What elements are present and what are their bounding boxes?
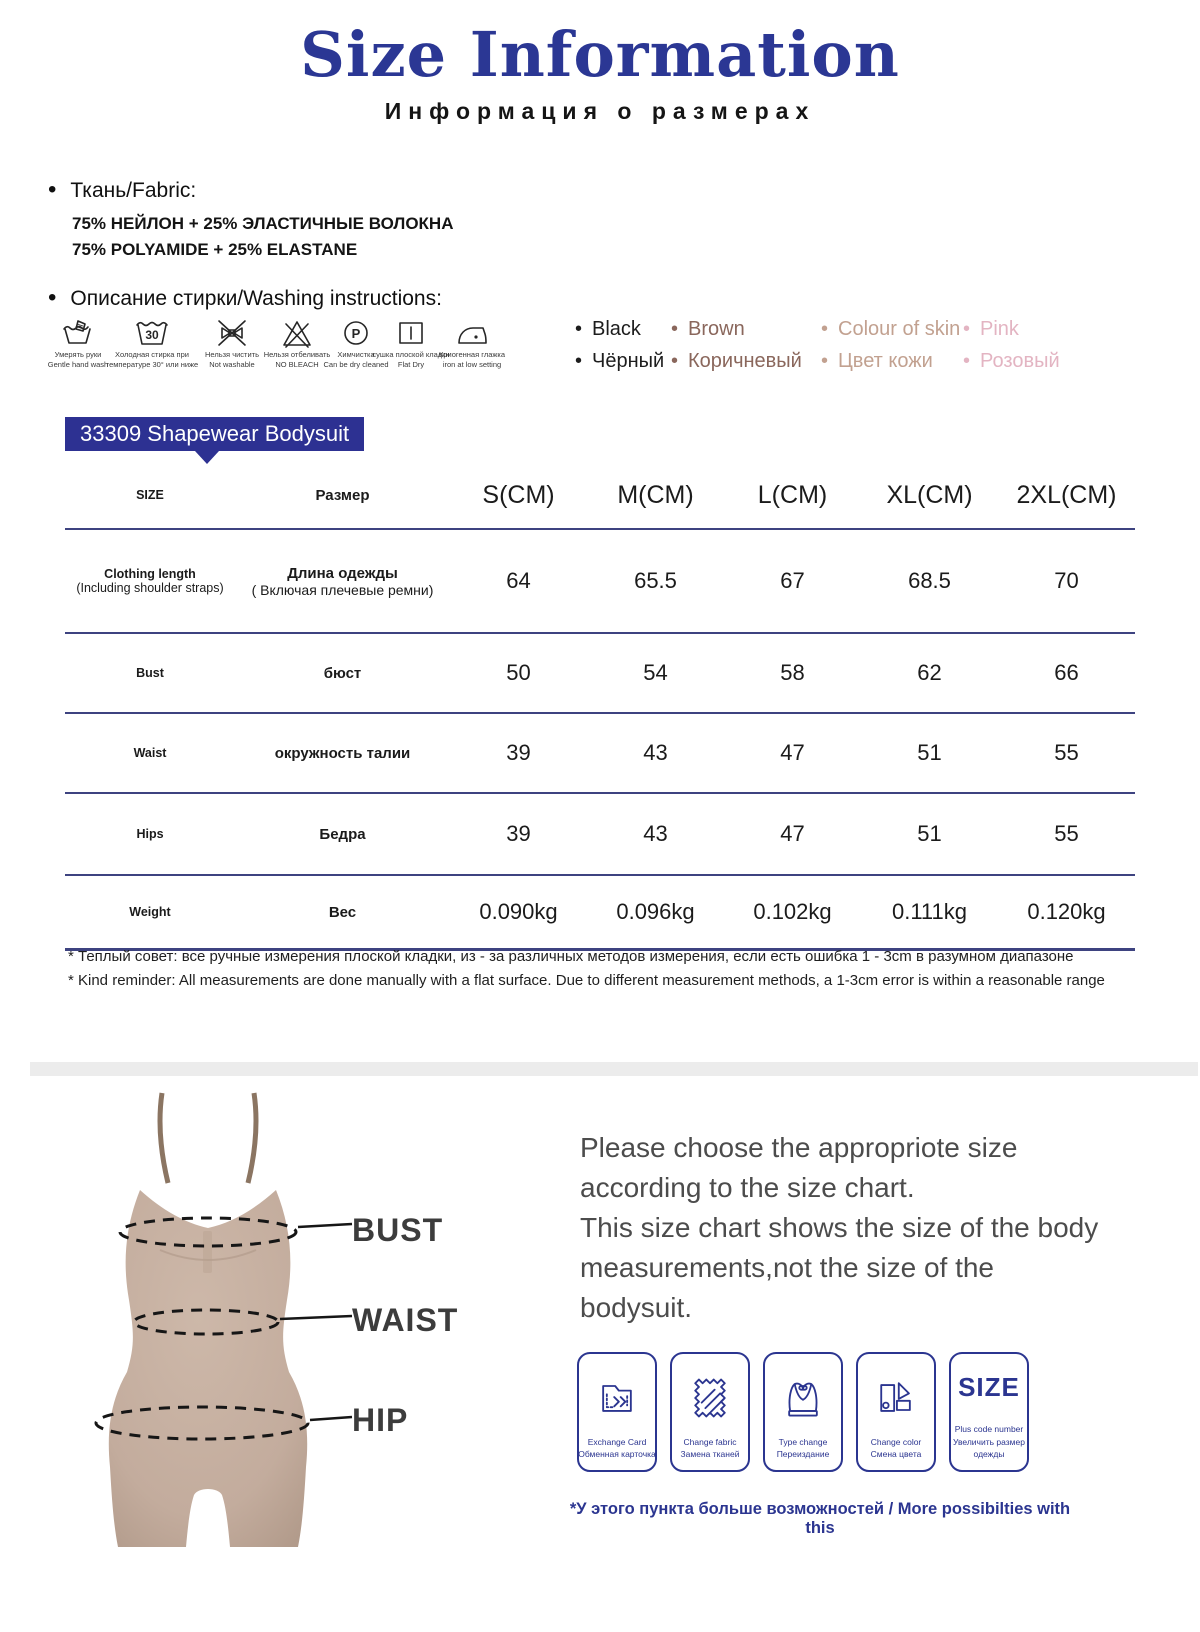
washing-heading: • Описание стирки/Washing instructions: (48, 284, 442, 312)
color-option-pink (963, 318, 1067, 373)
table-cell: 70 (1054, 568, 1079, 593)
do-not-bleach-icon (280, 316, 314, 350)
card-size-plus (949, 1352, 1029, 1472)
table-row (65, 794, 1135, 876)
color-label-ru: Коричневый (688, 350, 802, 372)
care-caption: Нельзя чистить (204, 350, 260, 359)
color-bullet: • (963, 318, 971, 340)
header-col-xl: XL(CM) (886, 480, 973, 509)
row-label-en: Weight (129, 905, 171, 919)
care-item-hand-wash (47, 316, 109, 370)
color-bullet: • (671, 318, 679, 340)
row-label-ru: Длина одежды (287, 564, 398, 582)
color-bullet: • (575, 350, 583, 372)
color-bullet: • (575, 318, 583, 340)
product-badge: 33309 Shapewear Bodysuit (65, 417, 364, 451)
table-cell: 43 (643, 740, 668, 765)
divider-strip (30, 1062, 1198, 1076)
card-exchange (577, 1352, 657, 1472)
table-cell: 58 (780, 660, 805, 685)
care-symbols-row (47, 316, 505, 370)
table-cell: 47 (780, 821, 805, 846)
type-change-icon (779, 1354, 827, 1436)
do-not-wring-icon (215, 316, 249, 350)
card-label-en: Plus code number (954, 1423, 1024, 1434)
hip-label: HIP (352, 1402, 409, 1438)
table-cell: 51 (917, 740, 942, 765)
care-caption: Flat Dry (397, 360, 425, 370)
size-table (65, 462, 1135, 951)
fabric-composition-ru: 75% НЕЙЛОН + 25% ЭЛАСТИЧНЫЕ ВОЛОКНА (72, 214, 454, 233)
card-label-en: Change fabric (683, 1436, 737, 1447)
table-cell: 65.5 (634, 568, 677, 593)
header-size-ru: Размер (315, 486, 370, 504)
care-caption: Холодная стирка при (115, 350, 189, 359)
table-cell: 67 (780, 568, 805, 593)
card-change-color (856, 1352, 936, 1472)
service-cards (577, 1352, 1029, 1472)
card-label-ru: Обменная карточка (578, 1449, 656, 1460)
table-cell: 66 (1054, 660, 1079, 685)
change-color-icon (872, 1354, 920, 1436)
advice-line: measurements,not the size of the (580, 1252, 994, 1283)
card-label-ru2: одежды (973, 1449, 1005, 1460)
care-item-wash-30 (104, 316, 200, 370)
bodysuit-figure (40, 1075, 560, 1575)
advice-line: according to the size chart. (580, 1172, 915, 1203)
row-label-en2: (Including shoulder straps) (76, 581, 224, 595)
header-col-2xl: 2XL(CM) (1016, 480, 1117, 509)
care-caption: сушка плоской кладки (372, 350, 450, 359)
table-cell: 39 (506, 740, 531, 765)
color-bullet: • (671, 350, 679, 372)
fabric-heading: • Ткань/Fabric: (48, 176, 196, 204)
color-label-ru: Чёрный (592, 350, 665, 372)
svg-text:P: P (351, 326, 361, 341)
care-caption: Умерять руки (54, 350, 102, 359)
row-label-ru: окружность талии (274, 744, 411, 762)
table-cell: 51 (917, 821, 942, 846)
table-cell: 0.111kg (891, 899, 968, 924)
header-col-l: L(CM) (757, 480, 828, 509)
care-caption: температуре 30° или ниже (105, 360, 199, 370)
reminder-note-ru: * Теплый совет: все ручные измерения плоской кладки, из - за различных методов измерения, если есть ошибка 1 - 3cm в разумном диапазоне (68, 948, 1074, 965)
color-label-ru: Цвет кожи (838, 350, 933, 372)
color-options (575, 318, 1067, 373)
care-item-iron-low (440, 316, 504, 370)
iron-low-icon (455, 316, 489, 350)
svg-text:30: 30 (145, 328, 159, 342)
color-option-brown (671, 318, 821, 373)
row-label-ru2: ( Включая плечевые ремни) (251, 581, 434, 598)
care-item-do-not-wring (200, 316, 264, 370)
row-label-en: Hips (136, 827, 164, 841)
row-label-ru: бюст (323, 664, 362, 682)
row-label-en: Bust (136, 666, 164, 680)
card-label-ru: Замена тканей (680, 1449, 740, 1460)
color-label-en: Black (592, 318, 641, 340)
table-cell: 0.102kg (753, 899, 832, 924)
color-bullet: • (963, 350, 971, 372)
advice-line: Please choose the appropriote size (580, 1132, 1018, 1163)
card-label-ru: Переиздание (776, 1449, 830, 1460)
card-type-change (763, 1352, 843, 1472)
table-row (65, 714, 1135, 794)
table-cell: 43 (643, 821, 668, 846)
size-word: SIZE (958, 1372, 1020, 1402)
table-cell: 68.5 (908, 568, 951, 593)
row-label-en: Waist (133, 746, 167, 760)
fabric-composition-en: 75% POLYAMIDE + 25% ELASTANE (72, 240, 358, 259)
care-caption: NO BLEACH (275, 360, 319, 370)
dry-clean-icon (339, 316, 373, 350)
table-cell: 55 (1054, 821, 1079, 846)
table-cell: 55 (1054, 740, 1079, 765)
card-label-en: Exchange Card (587, 1436, 647, 1447)
size-advice (580, 1128, 1180, 1328)
table-header-row (65, 462, 1135, 530)
header-col-s: S(CM) (482, 480, 555, 509)
color-option-skin (821, 318, 963, 373)
care-item-flat-dry (372, 316, 450, 370)
card-label-en: Change color (870, 1436, 922, 1447)
card-label-ru: Смена цвета (870, 1449, 922, 1460)
table-row (65, 876, 1135, 951)
color-bullet: • (821, 318, 829, 340)
flat-dry-icon (394, 316, 428, 350)
change-fabric-icon (686, 1354, 734, 1436)
bust-label: BUST (352, 1212, 444, 1248)
table-cell: 0.096kg (616, 899, 695, 924)
table-cell: 62 (917, 660, 942, 685)
color-label-ru: Розовый (980, 350, 1060, 372)
care-caption: iron at low setting (442, 360, 502, 370)
color-bullet: • (821, 350, 829, 372)
care-caption: Can be dry cleaned (323, 360, 389, 370)
row-label-ru: Вес (328, 903, 357, 921)
card-label-ru: Увеличить размер (953, 1436, 1025, 1447)
card-label-en: Type change (778, 1436, 828, 1447)
row-label-en: Clothing length (104, 567, 196, 581)
care-caption: Not washable (209, 360, 255, 370)
row-label-ru: Бедра (319, 825, 366, 843)
table-cell: 54 (643, 660, 668, 685)
care-item-do-not-bleach (264, 316, 330, 370)
table-cell: 0.090kg (479, 899, 558, 924)
exchange-card-icon (593, 1354, 641, 1436)
care-item-dry-clean (323, 316, 389, 370)
table-row (65, 634, 1135, 714)
care-caption: Криогенная глажка (439, 350, 505, 359)
color-label-en: Pink (980, 318, 1019, 340)
color-label-en: Brown (688, 318, 745, 340)
table-cell: 64 (506, 568, 531, 593)
advice-line: bodysuit. (580, 1292, 693, 1323)
table-cell: 0.120kg (1027, 899, 1106, 924)
table-cell: 39 (506, 821, 531, 846)
header-size-en: SIZE (136, 488, 164, 502)
care-caption: Химчистка (337, 350, 375, 359)
care-caption: Gentle hand wash (47, 360, 109, 370)
header-col-m: M(CM) (617, 480, 694, 509)
table-cell: 47 (780, 740, 805, 765)
reminder-note-en: * Kind reminder: All measurements are done manually with a flat surface. Due to different measurement methods, a 1-3cm error is within a reasonable range (68, 972, 1105, 989)
waist-label: WAIST (352, 1302, 459, 1338)
advice-line: This size chart shows the size of the body (580, 1212, 1099, 1243)
care-caption: Нельзя отбеливать (263, 350, 331, 359)
card-change-fabric (670, 1352, 750, 1472)
table-row (65, 530, 1135, 634)
wash-30-icon (134, 316, 170, 350)
color-label-en: Colour of skin (838, 318, 961, 340)
table-cell: 50 (506, 660, 531, 685)
color-option-black (575, 318, 671, 373)
footer-note: *У этого пункта больше возможностей / More possibilties with this (569, 1500, 1071, 1537)
page-subtitle: Информация о размерах (384, 98, 816, 124)
hand-wash-icon (61, 316, 95, 350)
page-title: Size Information (300, 18, 900, 91)
